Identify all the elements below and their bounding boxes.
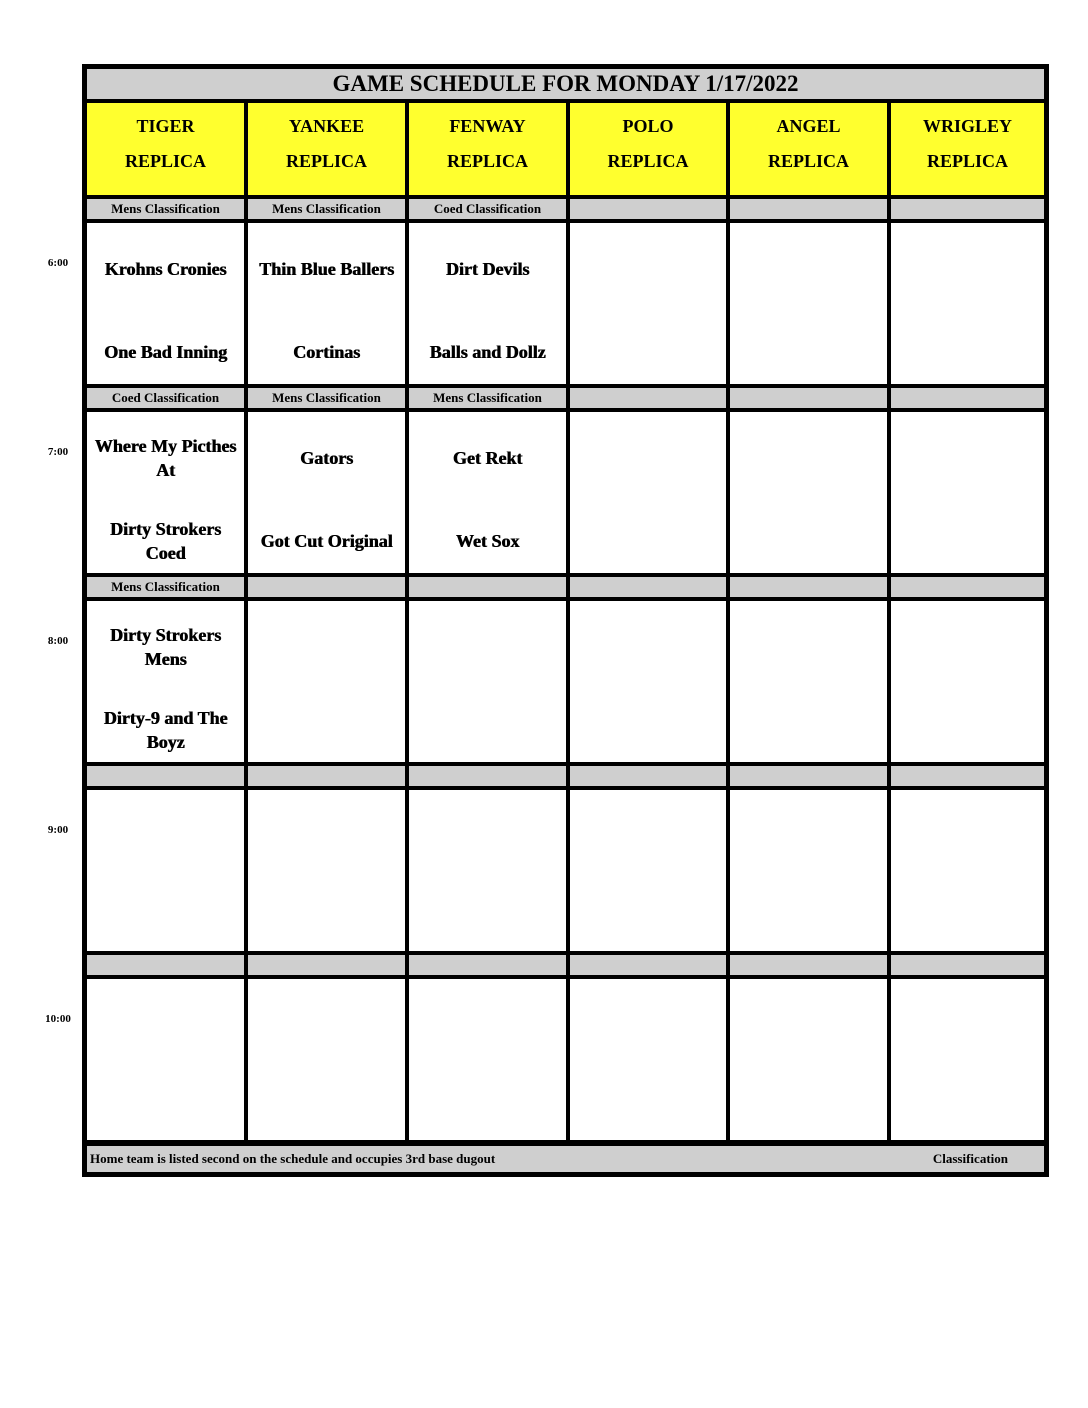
- field-header: [728, 101, 889, 197]
- away-team: Get Rekt: [452, 448, 523, 468]
- game-cell: [568, 788, 728, 953]
- field-header: [246, 101, 407, 197]
- away-team: [87, 808, 244, 864]
- classification-cell: [889, 764, 1046, 788]
- classification-cell: [889, 953, 1046, 977]
- away-team: [87, 997, 244, 1053]
- away-team: Gators: [300, 448, 353, 468]
- field-name: TIGER: [136, 116, 195, 136]
- away-team: [570, 997, 726, 1053]
- home-team: [87, 1080, 244, 1136]
- classification-cell: Mens Classification: [407, 386, 568, 410]
- home-team: [730, 702, 887, 758]
- classification-cell: [568, 575, 728, 599]
- classification-cell: [568, 197, 728, 221]
- classification-cell: Mens Classification: [246, 197, 407, 221]
- classification-cell: [407, 764, 568, 788]
- away-team: [891, 808, 1044, 864]
- footer-note: Home team is listed second on the schedule and occupies 3rd base dugout: [90, 1151, 496, 1166]
- classification-cell: [728, 764, 889, 788]
- field-header: [568, 101, 728, 197]
- away-team: [730, 808, 887, 864]
- away-team: [570, 241, 726, 297]
- away-team: [409, 997, 566, 1053]
- away-team: [891, 430, 1044, 486]
- home-team: [409, 1080, 566, 1136]
- classification-cell: [889, 197, 1046, 221]
- schedule-footer: [85, 1144, 1046, 1174]
- classification-cell: [889, 575, 1046, 599]
- home-team: [570, 891, 726, 947]
- field-name: POLO: [622, 116, 674, 136]
- game-cell: [246, 410, 407, 575]
- schedule-title: GAME SCHEDULE FOR MONDAY 1/17/2022: [85, 67, 1046, 101]
- classification-cell: [85, 764, 246, 788]
- home-team: Cortinas: [293, 342, 360, 362]
- game-cell: [407, 599, 568, 764]
- classification-cell: [568, 386, 728, 410]
- field-header: [85, 101, 246, 197]
- away-team: Thin Blue Ballers: [258, 259, 395, 279]
- game-cell: [407, 977, 568, 1142]
- game-cell: [568, 977, 728, 1142]
- home-team: [570, 702, 726, 758]
- away-team: [248, 619, 405, 675]
- game-cell: [889, 221, 1046, 386]
- game-cell: [568, 599, 728, 764]
- classification-cell: [728, 386, 889, 410]
- classification-cell: Mens Classification: [246, 386, 407, 410]
- game-cell: [407, 788, 568, 953]
- game-cell: [85, 221, 246, 386]
- field-subtitle: REPLICA: [446, 151, 528, 171]
- home-team: [570, 513, 726, 569]
- field-name: FENWAY: [449, 116, 526, 136]
- field-name: WRIGLEY: [922, 116, 1012, 136]
- classification-cell: Mens Classification: [85, 575, 246, 599]
- time-label: 10:00: [45, 1013, 71, 1025]
- away-team: [730, 619, 887, 675]
- home-team: Dirty-9 and The Boyz: [103, 708, 228, 752]
- field-name: YANKEE: [288, 116, 365, 136]
- home-team: [891, 1080, 1044, 1136]
- game-cell: [568, 410, 728, 575]
- classification-cell: [568, 953, 728, 977]
- home-team: [730, 891, 887, 947]
- game-cell: [728, 410, 889, 575]
- away-team: [730, 430, 887, 486]
- time-label: 9:00: [47, 824, 69, 836]
- game-cell: [85, 410, 246, 575]
- game-cell: [728, 788, 889, 953]
- away-team: [248, 997, 405, 1053]
- away-team: Krohns Cronies: [104, 259, 227, 279]
- away-team: [891, 241, 1044, 297]
- home-team: [248, 1080, 405, 1136]
- home-team: [891, 513, 1044, 569]
- home-team: [409, 891, 566, 947]
- away-team: [730, 241, 887, 297]
- home-team: [248, 702, 405, 758]
- home-team: [891, 324, 1044, 380]
- home-team: [730, 324, 887, 380]
- home-team: One Bad Inning: [103, 342, 228, 362]
- classification-cell: [85, 953, 246, 977]
- time-label: 6:00: [47, 257, 69, 269]
- away-team: [891, 997, 1044, 1053]
- classification-cell: [568, 764, 728, 788]
- game-cell: [889, 977, 1046, 1142]
- time-label: 8:00: [47, 635, 69, 647]
- home-team: Dirty Strokers Coed: [109, 519, 222, 563]
- classification-cell: [246, 575, 407, 599]
- game-cell: [246, 599, 407, 764]
- game-cell: [568, 221, 728, 386]
- home-team: Wet Sox: [455, 531, 520, 551]
- game-cell: [728, 221, 889, 386]
- field-header: [407, 101, 568, 197]
- away-team: [570, 808, 726, 864]
- home-team: [891, 891, 1044, 947]
- footer-classification: Classification: [932, 1151, 1008, 1166]
- classification-cell: Mens Classification: [85, 197, 246, 221]
- game-cell: [246, 221, 407, 386]
- home-team: [409, 702, 566, 758]
- field-header: [889, 101, 1046, 197]
- away-team: [409, 619, 566, 675]
- game-cell: [407, 221, 568, 386]
- time-label: 7:00: [47, 446, 69, 458]
- away-team: Where My Picthes At: [94, 436, 237, 480]
- field-subtitle: REPLICA: [607, 151, 689, 171]
- classification-cell: [246, 764, 407, 788]
- game-cell: [246, 788, 407, 953]
- game-cell: [246, 977, 407, 1142]
- classification-cell: [728, 953, 889, 977]
- away-team: [891, 619, 1044, 675]
- home-team: Got Cut Original: [260, 531, 393, 551]
- game-cell: [85, 788, 246, 953]
- home-team: [87, 891, 244, 947]
- classification-cell: [728, 197, 889, 221]
- game-cell: [85, 599, 246, 764]
- game-cell: [728, 977, 889, 1142]
- home-team: [730, 513, 887, 569]
- home-team: [570, 324, 726, 380]
- classification-cell: [728, 575, 889, 599]
- classification-cell: [889, 386, 1046, 410]
- game-cell: [728, 599, 889, 764]
- classification-cell: [407, 575, 568, 599]
- away-team: [730, 997, 887, 1053]
- game-cell: [889, 788, 1046, 953]
- field-subtitle: REPLICA: [285, 151, 367, 171]
- classification-cell: [407, 953, 568, 977]
- game-cell: [889, 410, 1046, 575]
- field-subtitle: REPLICA: [124, 151, 206, 171]
- field-subtitle: REPLICA: [926, 151, 1008, 171]
- classification-cell: Coed Classification: [407, 197, 568, 221]
- game-schedule-table: [82, 64, 1049, 1177]
- home-team: [891, 702, 1044, 758]
- game-cell: [889, 599, 1046, 764]
- game-cell: [407, 410, 568, 575]
- away-team: [570, 430, 726, 486]
- home-team: Balls and Dollz: [429, 342, 546, 362]
- away-team: [570, 619, 726, 675]
- classification-cell: [246, 953, 407, 977]
- home-team: [248, 891, 405, 947]
- game-cell: [85, 977, 246, 1142]
- classification-cell: Coed Classification: [85, 386, 246, 410]
- home-team: [730, 1080, 887, 1136]
- away-team: Dirt Devils: [445, 259, 530, 279]
- away-team: [248, 808, 405, 864]
- field-subtitle: REPLICA: [767, 151, 849, 171]
- home-team: [570, 1080, 726, 1136]
- away-team: [409, 808, 566, 864]
- away-team: Dirty Strokers Mens: [109, 625, 222, 669]
- field-name: ANGEL: [776, 116, 841, 136]
